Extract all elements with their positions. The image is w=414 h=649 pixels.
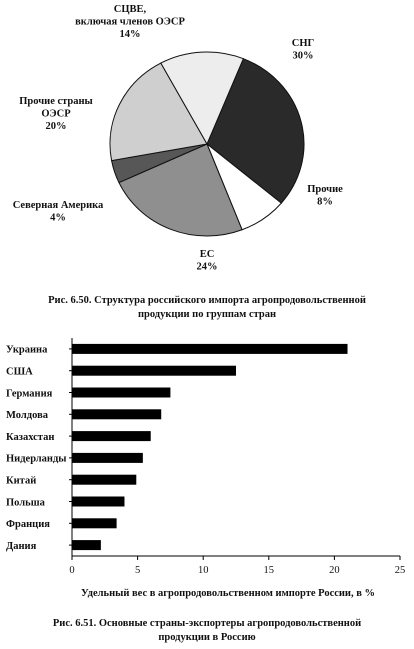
bar-caption-line-2: продукции в Россию [158,632,256,643]
x-tick-label-0: 0 [69,565,75,576]
bar-0 [72,344,348,354]
bar-2 [72,388,170,398]
bar-category-label-3: Молдова [6,410,48,422]
pie-slice-label-5: СЦВЕ, включая членов ОЭСР 14% [75,4,185,40]
x-tick-label-3: 15 [263,565,275,576]
pie-slice-label-3: Северная Америка 4% [12,200,104,224]
bar-caption-line-1: Рис. 6.51. Основные страны-экспортеры агропродовольственной [52,618,362,629]
bar-category-label-1: США [6,366,33,378]
bar-category-label-5: Нидерланды [6,453,67,465]
x-tick-label-4: 20 [329,565,340,576]
bar-category-label-4: Казахстан [6,431,55,443]
pie-chart [0,0,414,320]
bar-category-label-6: Китай [6,475,37,487]
bar-category-label-7: Польша [6,497,45,509]
x-tick-label-1: 5 [134,565,141,576]
bar-8 [72,518,117,528]
pie-slice-label-1: Прочие 8% [307,184,343,208]
pie-caption-line-2: продукции по группам стран [137,309,277,320]
bar-3 [72,409,161,419]
bar-7 [72,497,124,507]
bar-x-axis-title: Удельный вес в агропродовольственном импорте России, в % [80,588,376,599]
bar-category-label-2: Германия [6,388,53,400]
bar-category-label-8: Франция [6,519,50,531]
x-tick-label-5: 25 [394,565,406,576]
pie-slice-label-0: СНГ 30% [291,38,315,62]
bar-1 [72,366,236,376]
bar-category-label-9: Дания [6,540,37,552]
x-tick-label-2: 10 [197,565,209,576]
pie-slice-label-2: ЕС 24% [196,249,218,273]
bar-category-label-0: Украина [6,344,48,356]
bar-4 [72,431,151,441]
pie-slice-label-4: Прочие страны ОЭСР 20% [19,96,93,132]
bar-6 [72,475,136,485]
bar-chart [0,320,414,649]
pie-caption-line-1: Рис. 6.50. Структура российского импорта агропродовольственной [48,295,366,306]
bar-9 [72,540,101,550]
bar-5 [72,453,143,463]
